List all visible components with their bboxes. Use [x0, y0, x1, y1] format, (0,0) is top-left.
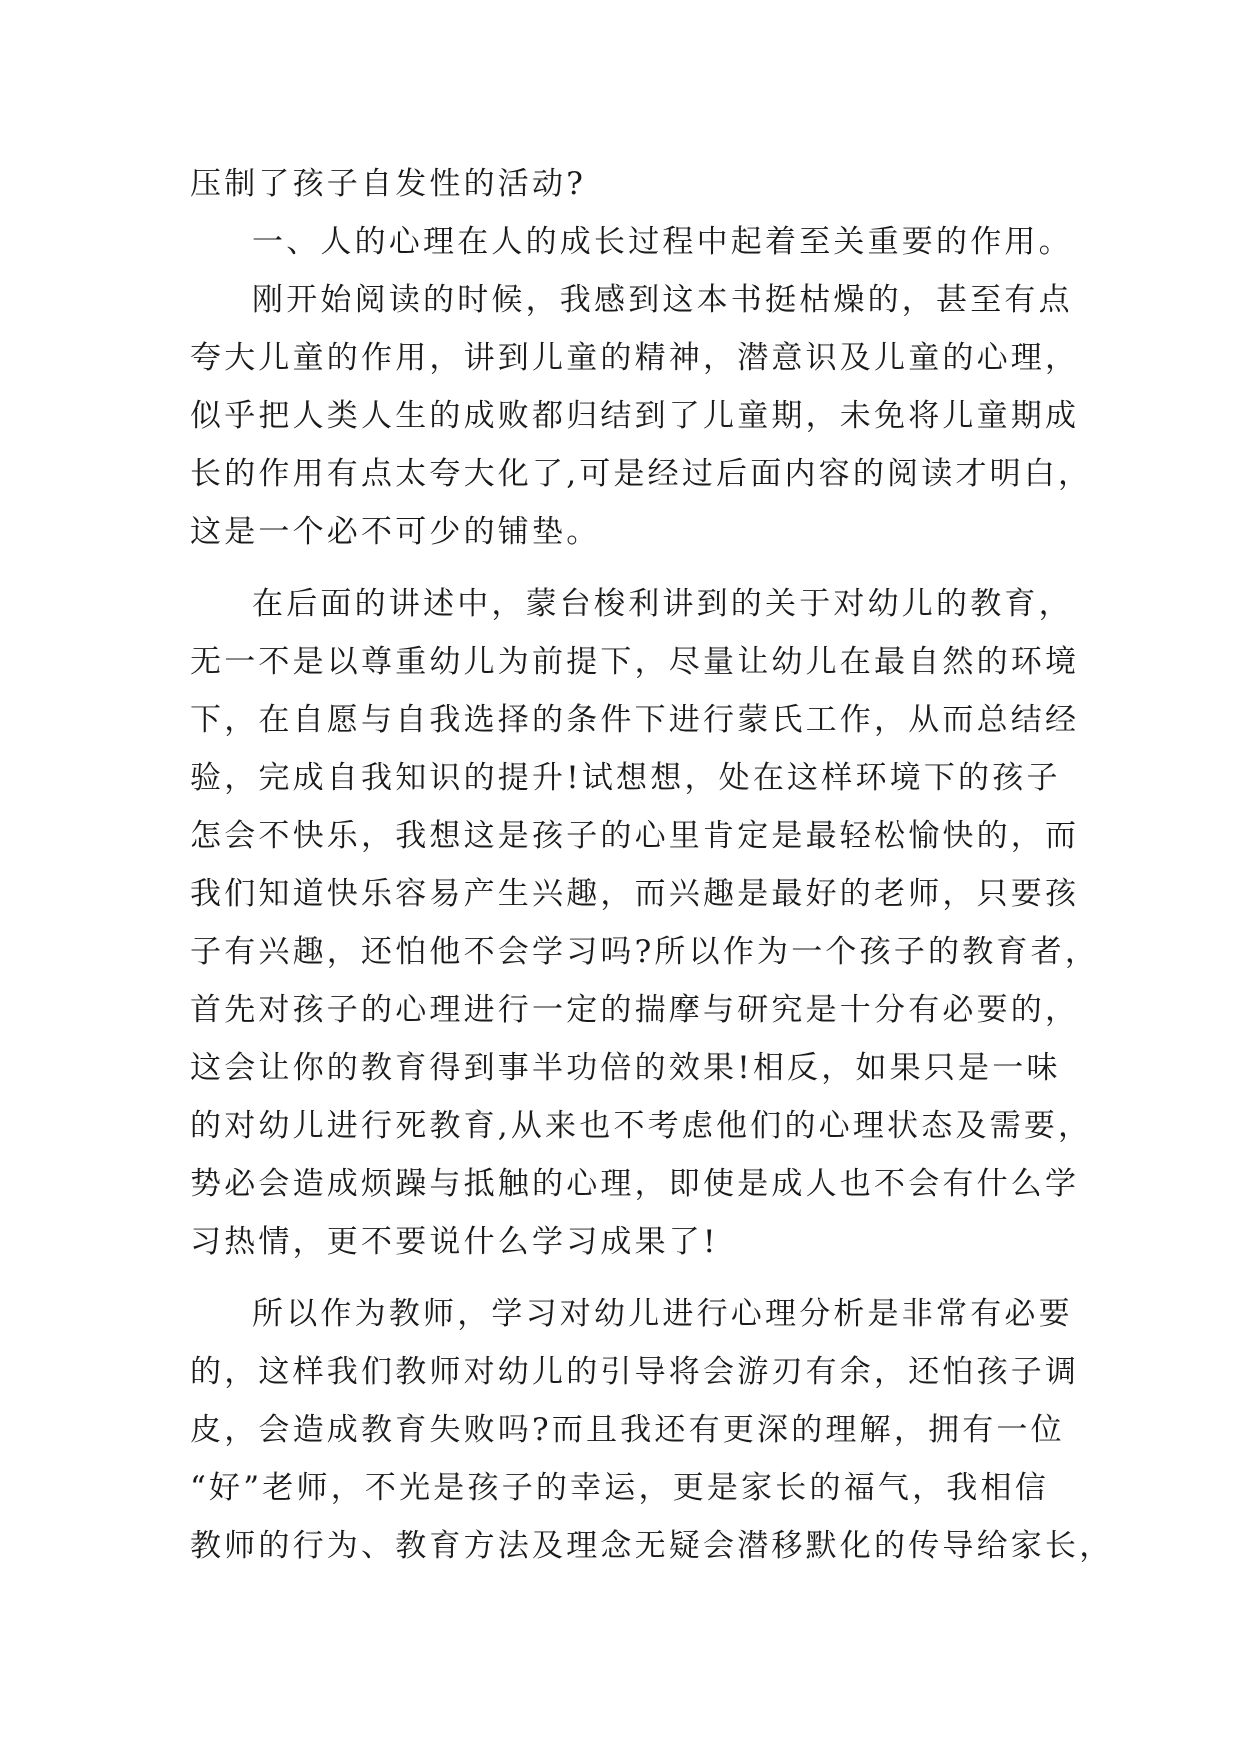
text-line: 子有兴趣，还怕他不会学习吗?所以作为一个孩子的教育者，: [190, 934, 1100, 970]
text-line: 首先对孩子的心理进行一定的揣摩与研究是十分有必要的，: [190, 992, 1080, 1028]
text-line: “好”老师，不光是孩子的幸运，更是家长的福气，我相信: [190, 1470, 1049, 1506]
text-line: 教师的行为、教育方法及理念无疑会潜移默化的传导给家长，: [190, 1528, 1114, 1564]
text-line: 在后面的讲述中，蒙台梭利讲到的关于对幼儿的教育，: [252, 586, 1073, 622]
text-line: 长的作用有点太夸大化了,可是经过后面内容的阅读才明白，: [190, 456, 1093, 492]
text-line: 怎会不快乐，我想这是孩子的心里肯定是最轻松愉快的，而: [190, 818, 1080, 854]
text-line: 我们知道快乐容易产生兴趣，而兴趣是最好的老师，只要孩: [190, 876, 1080, 912]
text-line: 似乎把人类人生的成败都归结到了儿童期，未免将儿童期成: [190, 398, 1080, 434]
text-line: 势必会造成烦躁与抵触的心理，即使是成人也不会有什么学: [190, 1166, 1080, 1202]
text-line: 压制了孩子自发性的活动?: [190, 166, 587, 202]
section-heading: 一、人的心理在人的成长过程中起着至关重要的作用。: [252, 224, 1073, 260]
text-line: 的，这样我们教师对幼儿的引导将会游刃有余，还怕孩子调: [190, 1354, 1080, 1390]
body-text: [190, 155, 1114, 1575]
text-line: 刚开始阅读的时候，我感到这本书挺枯燥的，甚至有点: [252, 282, 1073, 318]
text-line: 习热情，更不要说什么学习成果了!: [190, 1224, 719, 1260]
text-line: 无一不是以尊重幼儿为前提下，尽量让幼儿在最自然的环境: [190, 644, 1080, 680]
text-line: 夸大儿童的作用，讲到儿童的精神，潜意识及儿童的心理，: [190, 340, 1080, 376]
text-line: 皮，会造成教育失败吗?而且我还有更深的理解，拥有一位: [190, 1412, 1065, 1448]
text-line: 这是一个必不可少的铺垫。: [190, 514, 601, 550]
text-line: 这会让你的教育得到事半功倍的效果!相反，如果只是一味: [190, 1050, 1061, 1086]
text-line: 下，在自愿与自我选择的条件下进行蒙氏工作，从而总结经: [190, 702, 1080, 738]
text-line: 验，完成自我知识的提升!试想想，处在这样环境下的孩子: [190, 760, 1061, 796]
text-line: 的对幼儿进行死教育,从来也不考虑他们的心理状态及需要，: [190, 1108, 1093, 1144]
text-line: 所以作为教师，学习对幼儿进行心理分析是非常有必要: [252, 1296, 1073, 1332]
